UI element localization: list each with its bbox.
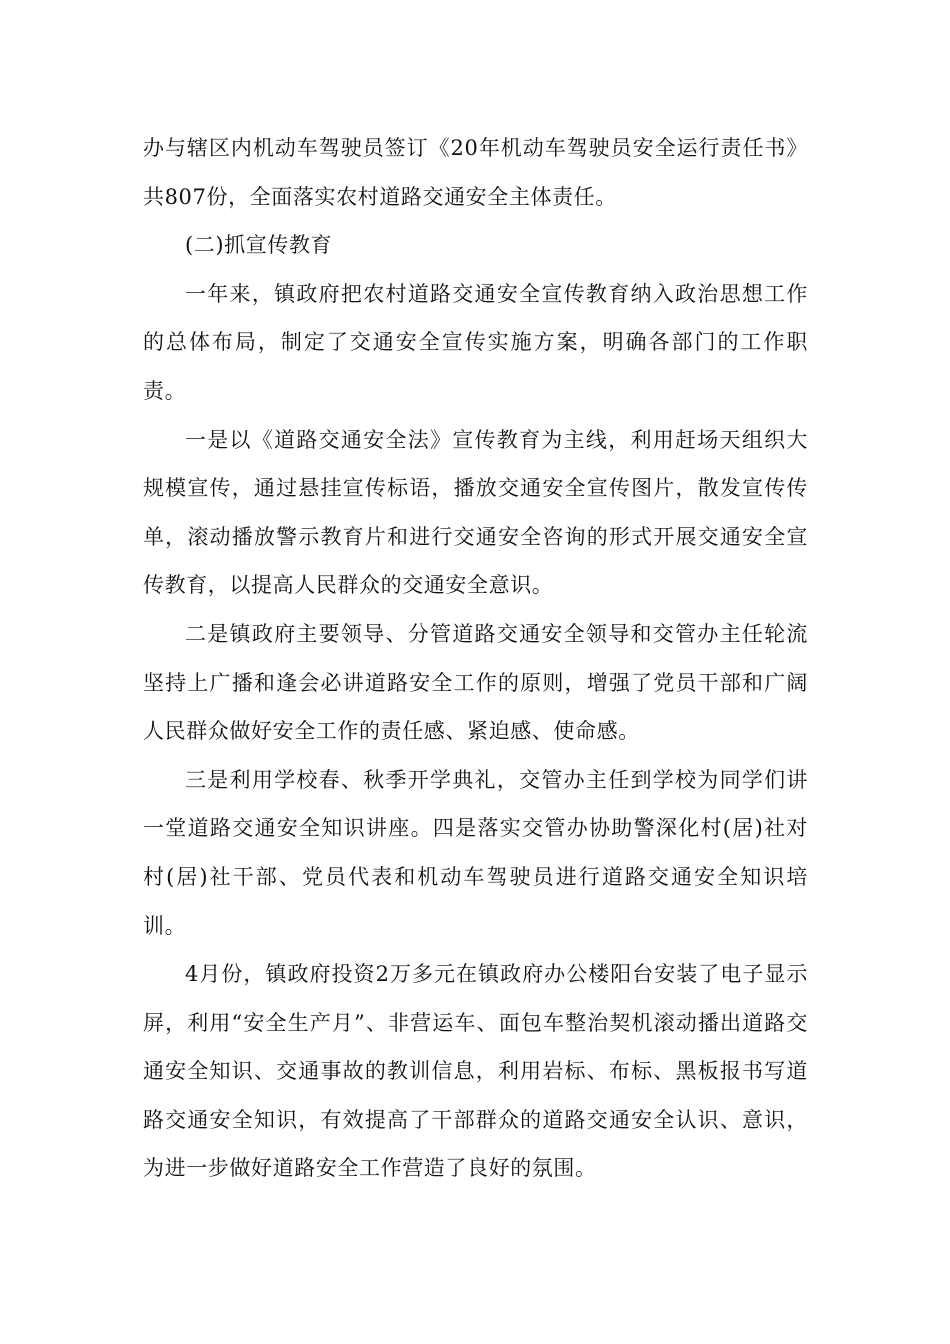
- paragraph: 一是以《道路交通安全法》宣传教育为主线，利用赶场天组织大规模宣传，通过悬挂宣传标语，播放交通安全宣传图片，散发宣传传单，滚动播放警示教育片和进行交通安全咨询的形式开展交通安全宣传教育，以提高人民群众的交通安全意识。: [143, 427, 808, 598]
- paragraph: 一年来，镇政府把农村道路交通安全宣传教育纳入政治思想工作的总体布局，制定了交通安全宣传实施方案，明确各部门的工作职责。: [143, 281, 808, 403]
- paragraph-continuation: 办与辖区内机动车驾驶员签订《20年机动车驾驶员安全运行责任书》共807份，全面落实农村道路交通安全主体责任。: [143, 136, 808, 209]
- paragraph: 三是利用学校春、秋季开学典礼，交管办主任到学校为同学们讲一堂道路交通安全知识讲座。四是落实交管办协助警深化村(居)社对村(居)社干部、党员代表和机动车驾驶员进行道路交通安全知识培训。: [143, 767, 808, 938]
- paragraph: 4月份，镇政府投资2万多元在镇政府办公楼阳台安装了电子显示屏，利用“安全生产月”、非营运车、面包车整治契机滚动播出道路交通安全知识、交通事故的教训信息，利用岩标、布标、黑板报书写道路交通安全知识，有效提高了干部群众的道路交通安全认识、意识，为进一步做好道路安全工作营造了良好的氛围。: [143, 962, 808, 1181]
- document-body: [143, 124, 808, 1193]
- paragraph: 二是镇政府主要领导、分管道路交通安全领导和交管办主任轮流坚持上广播和逢会必讲道路安全工作的原则，增强了党员干部和广阔人民群众做好安全工作的责任感、紧迫感、使命感。: [143, 621, 808, 744]
- section-heading: (二)抓宣传教育: [185, 233, 333, 258]
